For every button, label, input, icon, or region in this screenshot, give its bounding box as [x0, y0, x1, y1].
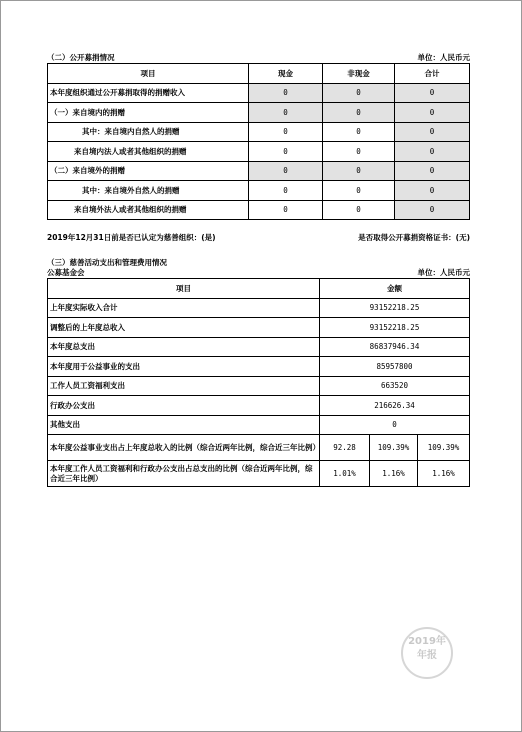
- row-label: 上年度实际收入合计: [48, 298, 320, 318]
- table-row: [48, 357, 470, 377]
- section2-title: （二）公开募捐情况: [47, 53, 115, 62]
- noncash-cell: 0: [323, 142, 395, 162]
- table-row: [48, 122, 470, 142]
- amount-cell: 0: [320, 415, 470, 435]
- row-label: 来自境外法人或者其他组织的捐赠: [48, 200, 249, 220]
- row-label: 本年度总支出: [48, 337, 320, 357]
- expenditure-table: [47, 278, 470, 487]
- cash-cell: 0: [249, 200, 323, 220]
- section3-title: （三）慈善活动支出和管理费用情况: [47, 258, 167, 267]
- ratio-value-three-year: 109.39%: [418, 435, 470, 461]
- total-cell: 0: [395, 181, 470, 201]
- table-row: [48, 200, 470, 220]
- row-label: 其中：来自境外自然人的捐赠: [48, 181, 249, 201]
- cash-cell: 0: [249, 161, 323, 181]
- table-row: [48, 181, 470, 201]
- ratio-value-current: 1.01%: [320, 461, 370, 487]
- amount-cell: 216626.34: [320, 396, 470, 416]
- noncash-cell: 0: [323, 122, 395, 142]
- table-row: [48, 337, 470, 357]
- total-cell: 0: [395, 161, 470, 181]
- cash-cell: 0: [249, 122, 323, 142]
- ratio-row: [48, 461, 470, 487]
- row-label: 其他支出: [48, 415, 320, 435]
- row-label: 本年度组织通过公开募捐取得的捐赠收入: [48, 83, 249, 103]
- stamp-year: 2019年: [408, 636, 446, 647]
- ratio-value-three-year: 1.16%: [418, 461, 470, 487]
- total-cell: 0: [395, 103, 470, 123]
- total-cell: 0: [395, 83, 470, 103]
- table-row: [48, 298, 470, 318]
- charity-status: 2019年12月31日前是否已认定为慈善组织：(是): [47, 233, 216, 242]
- row-label: 本年度用于公益事业的支出: [48, 357, 320, 377]
- cash-cell: 0: [249, 83, 323, 103]
- amount-cell: 85957800: [320, 357, 470, 377]
- ratio-value-current: 92.28: [320, 435, 370, 461]
- row-label: 调整后的上年度总收入: [48, 318, 320, 338]
- ratio-value-two-year: 109.39%: [370, 435, 418, 461]
- table-header-row: [48, 64, 470, 84]
- header-item: 项目: [48, 279, 320, 299]
- noncash-cell: 0: [323, 83, 395, 103]
- noncash-cell: 0: [323, 161, 395, 181]
- fundraising-certificate-status: 是否取得公开募捐资格证书：(无): [358, 233, 470, 242]
- table-row: [48, 103, 470, 123]
- cash-cell: 0: [249, 142, 323, 162]
- header-cash: 现金: [249, 64, 323, 84]
- table-row: [48, 161, 470, 181]
- amount-cell: 663520: [320, 376, 470, 396]
- section3-subtitle: 公募基金会: [47, 268, 85, 277]
- table-row: [48, 83, 470, 103]
- section2-unit: 单位：人民币元: [417, 53, 470, 62]
- amount-cell: 93152218.25: [320, 298, 470, 318]
- amount-cell: 86837946.34: [320, 337, 470, 357]
- row-label: 其中：来自境内自然人的捐赠: [48, 122, 249, 142]
- ratio-label: 本年度工作人员工资福利和行政办公支出占总支出的比例（综合近两年比例，综合近三年比例）: [48, 461, 320, 487]
- table-header-row: [48, 279, 470, 299]
- noncash-cell: 0: [323, 103, 395, 123]
- annual-report-stamp: [401, 627, 453, 679]
- cash-cell: 0: [249, 181, 323, 201]
- table-row: [48, 142, 470, 162]
- ratio-row: [48, 435, 470, 461]
- row-label: 来自境内法人或者其他组织的捐赠: [48, 142, 249, 162]
- row-label: 行政办公支出: [48, 396, 320, 416]
- noncash-cell: 0: [323, 200, 395, 220]
- public-fundraising-table: [47, 63, 470, 220]
- table-row: [48, 318, 470, 338]
- row-label: （二）来自境外的捐赠: [48, 161, 249, 181]
- header-amount: 金额: [320, 279, 470, 299]
- table-row: [48, 415, 470, 435]
- header-noncash: 非现金: [323, 64, 395, 84]
- noncash-cell: 0: [323, 181, 395, 201]
- total-cell: 0: [395, 142, 470, 162]
- stamp-label: 年报: [417, 650, 437, 661]
- table-row: [48, 396, 470, 416]
- header-total: 合计: [395, 64, 470, 84]
- amount-cell: 93152218.25: [320, 318, 470, 338]
- ratio-value-two-year: 1.16%: [370, 461, 418, 487]
- total-cell: 0: [395, 122, 470, 142]
- ratio-label: 本年度公益事业支出占上年度总收入的比例（综合近两年比例，综合近三年比例）: [48, 435, 320, 461]
- table-row: [48, 376, 470, 396]
- header-item: 项目: [48, 64, 249, 84]
- section3-unit: 单位：人民币元: [417, 268, 470, 277]
- total-cell: 0: [395, 200, 470, 220]
- cash-cell: 0: [249, 103, 323, 123]
- row-label: （一）来自境内的捐赠: [48, 103, 249, 123]
- row-label: 工作人员工资福利支出: [48, 376, 320, 396]
